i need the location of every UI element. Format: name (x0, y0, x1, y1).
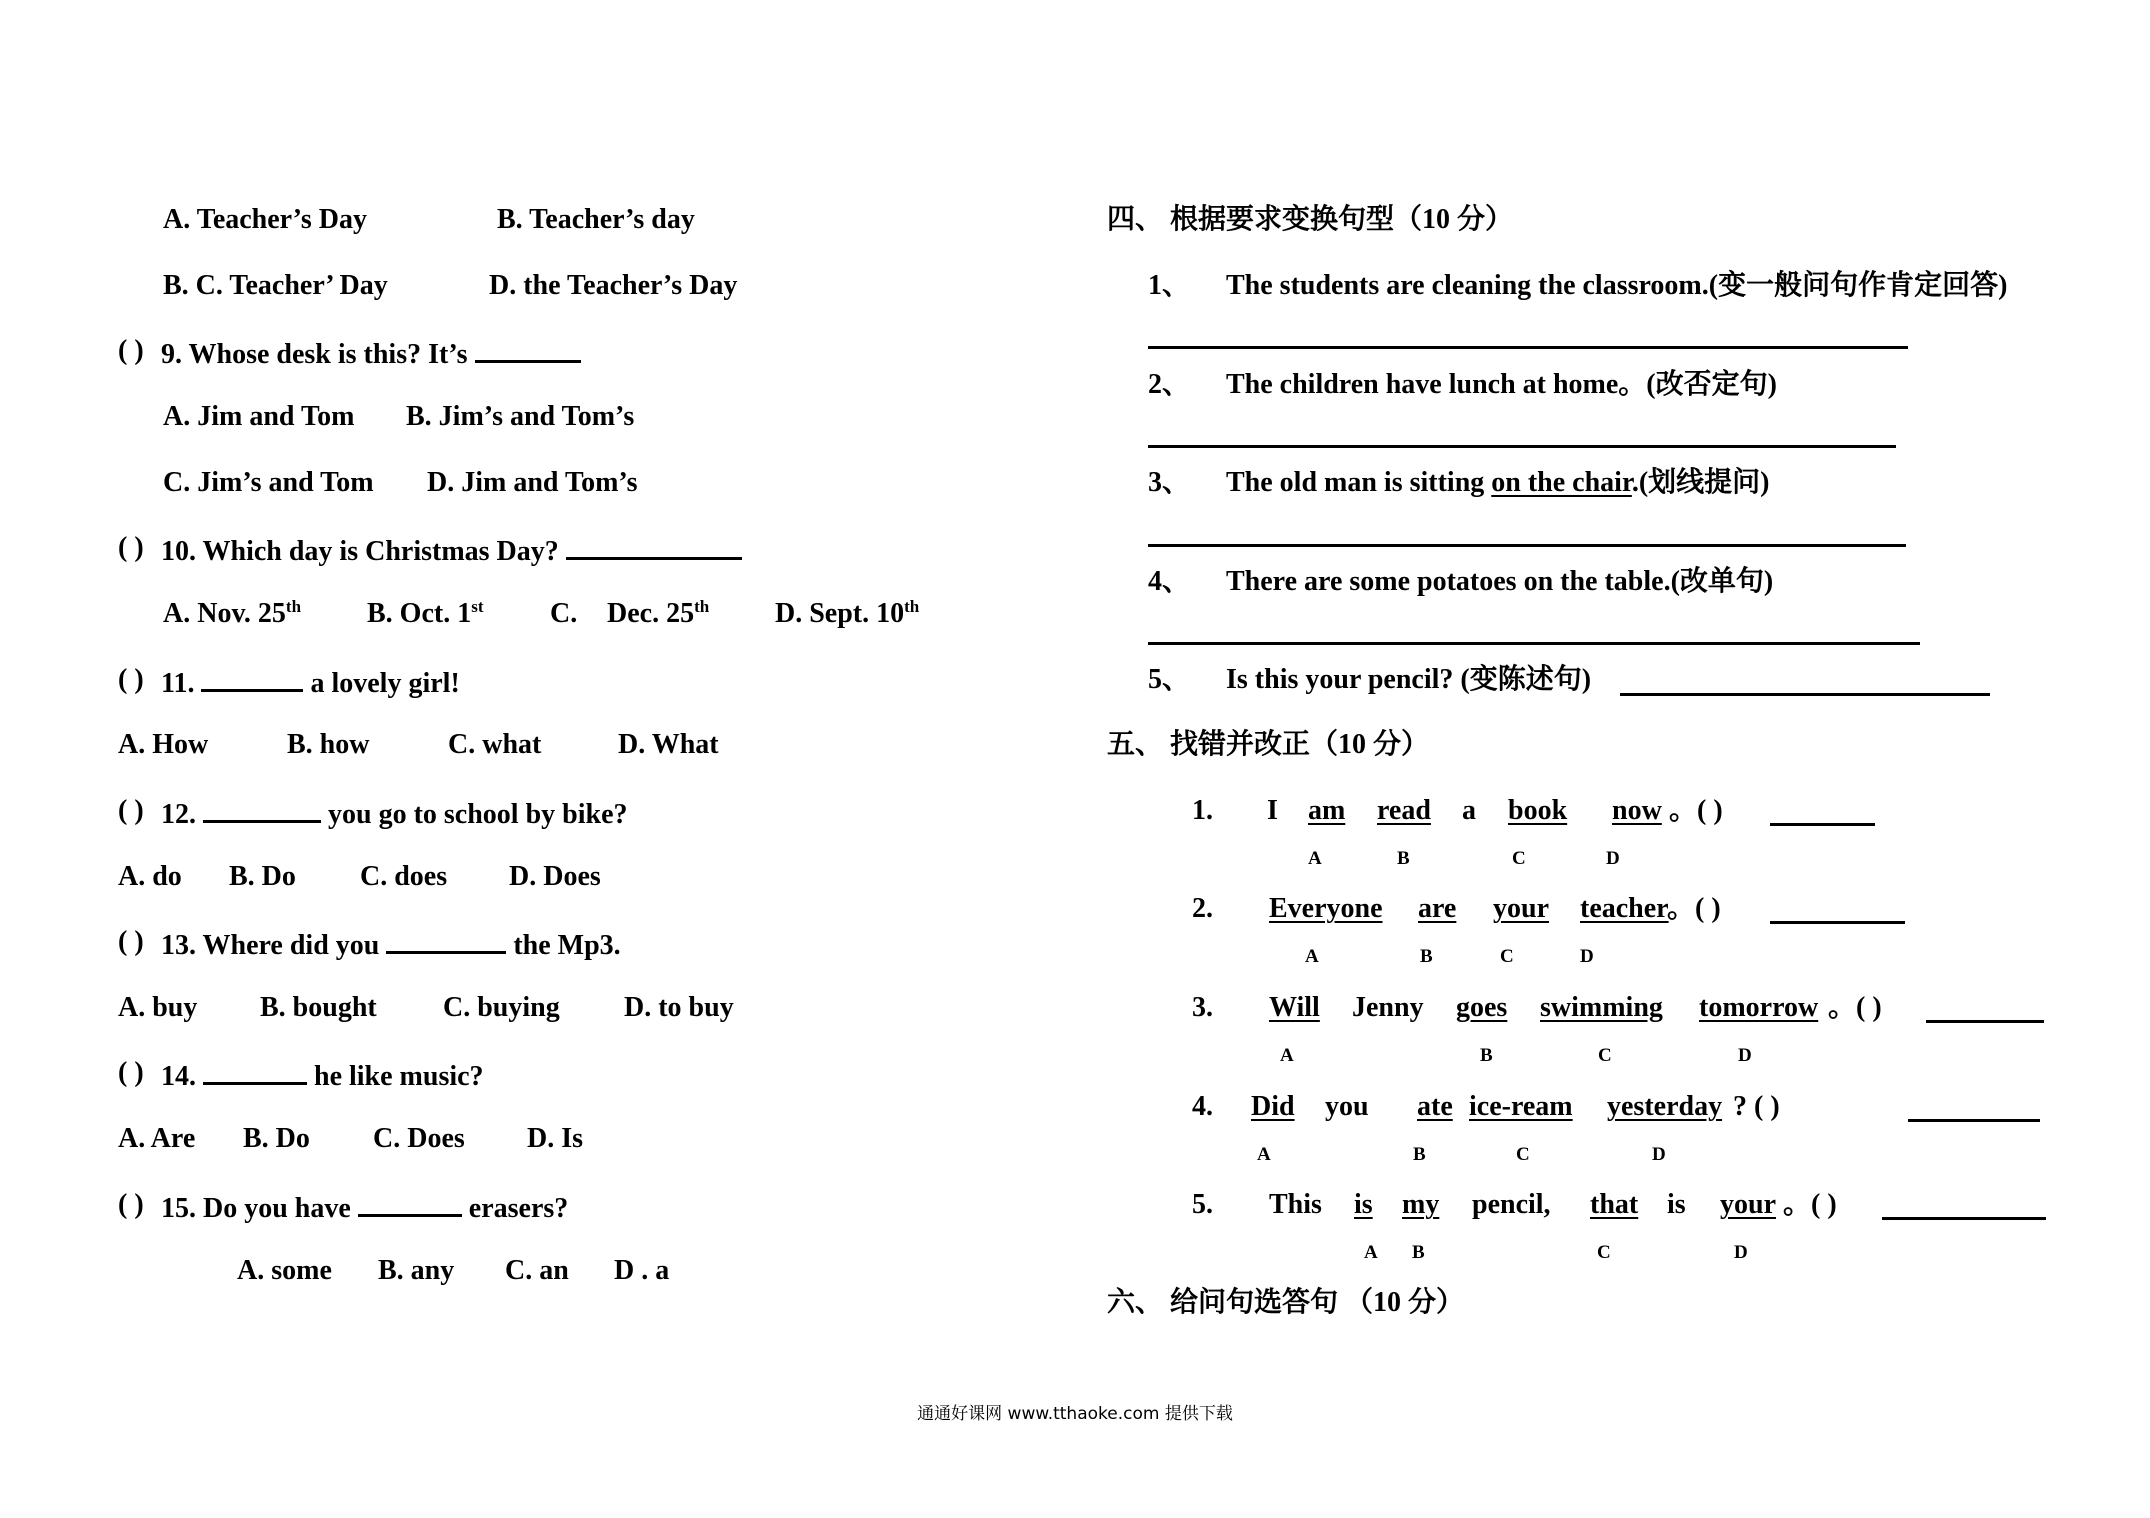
s5-item4-num: 4. (1192, 1091, 1213, 1122)
page-footer: 通通好课网 www.tthaoke.com 提供下载 (917, 1404, 1233, 1424)
s4-item2-num: 2、 (1148, 369, 1191, 400)
q10-option-d: D. Sept. 10th (775, 597, 920, 629)
s5-item5-word: pencil, (1472, 1189, 1551, 1220)
q13-blank (386, 925, 506, 954)
s4-item2-answer-line (1148, 445, 1896, 448)
q9-blank (475, 334, 581, 363)
s5-item5-answer-line (1882, 1217, 2046, 1220)
q10-answer-paren: ( ) (118, 532, 144, 563)
q15-option-d: D . a (614, 1255, 670, 1286)
q8-option-a: A. Teacher’s Day (163, 204, 368, 235)
s5-item1-underlined-a: am (1308, 795, 1346, 826)
s5-item1-label-c: C (1512, 848, 1526, 869)
q10-option-c: Dec. 25th (607, 597, 710, 629)
s5-item3-label-b: B (1480, 1045, 1493, 1066)
s5-item1-label-d: D (1606, 848, 1620, 869)
q9-option-d: D. Jim and Tom’s (427, 467, 638, 498)
s5-item2-underlined-b: are (1418, 893, 1457, 924)
s5-item1-answer-line (1770, 823, 1875, 826)
q14-option-d: D. Is (527, 1123, 584, 1154)
q13-option-b: B. bought (260, 992, 377, 1023)
s5-item2-answer-line (1770, 921, 1905, 924)
s5-item2-underlined-a: Everyone (1269, 893, 1383, 924)
s5-item4-underlined-b: ate (1417, 1091, 1453, 1122)
s5-item4-label-a: A (1257, 1144, 1271, 1165)
s5-item5-answer-paren: 。( ) (1783, 1189, 1837, 1220)
q11-question: 11. a lovely girl! (161, 663, 460, 701)
s5-item1-label-b: B (1397, 848, 1410, 869)
q10-question: 10. Which day is Christmas Day? (161, 531, 742, 569)
q15-question: 15. Do you have erasers? (161, 1188, 568, 1226)
s4-item1-num: 1、 (1148, 270, 1191, 301)
s5-item2-underlined-c: your (1493, 893, 1549, 924)
q11-option-c: C. what (448, 729, 542, 760)
s5-item1-word: I (1267, 795, 1278, 826)
s5-item1-underlined-c: book (1508, 795, 1568, 826)
q9-option-c: C. Jim’s and Tom (163, 467, 374, 498)
s5-item2-underlined-d: teacher (1580, 893, 1669, 924)
q11-option-b: B. how (287, 729, 370, 760)
q13-option-d: D. to buy (624, 992, 734, 1023)
s5-item5-underlined-a: is (1354, 1189, 1373, 1220)
s4-item4-text: There are some potatoes on the table.(改单句) (1226, 566, 1774, 597)
s5-item3-underlined-b: goes (1456, 992, 1508, 1023)
s4-item5-answer-line (1620, 693, 1990, 696)
q9-option-b: B. Jim’s and Tom’s (406, 401, 635, 432)
q10-blank (566, 531, 742, 560)
s5-item3-underlined-d: tomorrow (1699, 992, 1819, 1023)
s4-item5-num: 5、 (1148, 664, 1191, 695)
s5-item4-underlined-c: ice-ream (1469, 1091, 1573, 1122)
q8-option-c: B. C. Teacher’ Day (163, 270, 388, 301)
q12-option-a: A. do (118, 861, 182, 892)
s5-item2-num: 2. (1192, 893, 1213, 924)
s4-item1-answer-line (1148, 346, 1908, 349)
q13-answer-paren: ( ) (118, 926, 144, 957)
s4-item3-num: 3、 (1148, 467, 1191, 498)
section5-title: 五、 找错并改正（10 分） (1107, 729, 1430, 760)
q12-blank (203, 794, 321, 823)
q11-option-a: A. How (118, 729, 209, 760)
q14-option-b: B. Do (243, 1123, 310, 1154)
s5-item1-underlined-b: read (1377, 795, 1431, 826)
s5-item2-label-b: B (1420, 946, 1433, 967)
s4-item1-text: The students are cleaning the classroom.(变一般问句作肯定回答) (1226, 270, 2008, 301)
q13-question: 13. Where did you the Mp3. (161, 925, 621, 963)
q15-blank (358, 1188, 462, 1217)
s5-item4-word: you (1325, 1091, 1369, 1122)
s4-item3-text: The old man is sitting on the chair.(划线提问) (1226, 467, 1770, 498)
s4-item2-text: The children have lunch at home。(改否定句) (1226, 369, 1777, 400)
s4-item5-text: Is this your pencil? (变陈述句) (1226, 664, 1592, 695)
s5-item3-word: Jenny (1352, 992, 1424, 1023)
q12-option-b: B. Do (229, 861, 296, 892)
s5-item5-label-d: D (1734, 1242, 1748, 1263)
s5-item1-underlined-d: now (1612, 795, 1662, 826)
q11-blank (201, 663, 303, 692)
s5-item2-label-c: C (1500, 946, 1514, 967)
s5-item5-num: 5. (1192, 1189, 1213, 1220)
s5-item5-word: is (1667, 1189, 1686, 1220)
q15-option-a: A. some (237, 1255, 332, 1286)
s4-item4-num: 4、 (1148, 566, 1191, 597)
q10-option-b: B. Oct. 1st (367, 597, 484, 629)
q8-option-b: B. Teacher’s day (497, 204, 695, 235)
q14-option-c: C. Does (373, 1123, 465, 1154)
s4-item4-answer-line (1148, 642, 1920, 645)
s5-item2-answer-paren: 。( ) (1667, 893, 1721, 924)
q10-option-c-letter: C. (550, 598, 578, 629)
q11-answer-paren: ( ) (118, 664, 144, 695)
s5-item4-answer-paren: ? ( ) (1733, 1091, 1780, 1122)
s5-item2-label-d: D (1580, 946, 1594, 967)
s4-item3-answer-line (1148, 544, 1906, 547)
s5-item1-answer-paren: 。( ) (1669, 795, 1723, 826)
s5-item5-word: This (1269, 1189, 1322, 1220)
section6-title: 六、 给问句选答句 （10 分） (1107, 1287, 1465, 1318)
s5-item3-label-c: C (1598, 1045, 1612, 1066)
q15-answer-paren: ( ) (118, 1189, 144, 1220)
s5-item4-label-d: D (1652, 1144, 1666, 1165)
s5-item5-underlined-c: that (1590, 1189, 1639, 1220)
s5-item4-label-b: B (1413, 1144, 1426, 1165)
q13-option-c: C. buying (443, 992, 560, 1023)
s5-item1-word: a (1462, 795, 1476, 826)
q13-option-a: A. buy (118, 992, 198, 1023)
q8-option-d: D. the Teacher’s Day (489, 270, 738, 301)
s5-item5-label-c: C (1597, 1242, 1611, 1263)
s5-item3-label-a: A (1280, 1045, 1294, 1066)
s5-item3-answer-line (1926, 1020, 2044, 1023)
s5-item4-answer-line (1908, 1119, 2040, 1122)
q11-option-d: D. What (618, 729, 719, 760)
s5-item3-underlined-c: swimming (1540, 992, 1663, 1023)
q14-blank (203, 1056, 307, 1085)
s5-item4-underlined-d: yesterday (1607, 1091, 1723, 1122)
s5-item3-answer-paren: 。( ) (1828, 992, 1882, 1023)
s5-item3-num: 3. (1192, 992, 1213, 1023)
s5-item3-label-d: D (1738, 1045, 1752, 1066)
q14-answer-paren: ( ) (118, 1057, 144, 1088)
q14-question: 14. he like music? (161, 1056, 484, 1094)
s5-item3-underlined-a: Will (1269, 992, 1320, 1023)
s5-item2-label-a: A (1305, 946, 1319, 967)
q12-answer-paren: ( ) (118, 795, 144, 826)
q12-option-d: D. Does (509, 861, 601, 892)
s5-item5-underlined-d: your (1720, 1189, 1776, 1220)
s5-item5-underlined-b: my (1402, 1189, 1440, 1220)
q12-question: 12. you go to school by bike? (161, 794, 628, 832)
q9-answer-paren: ( ) (118, 335, 144, 366)
s5-item5-label-a: A (1364, 1242, 1378, 1263)
q9-option-a: A. Jim and Tom (163, 401, 355, 432)
section4-title: 四、 根据要求变换句型（10 分） (1107, 204, 1514, 235)
q14-option-a: A. Are (118, 1123, 196, 1154)
q15-option-c: C. an (505, 1255, 569, 1286)
s5-item4-label-c: C (1516, 1144, 1530, 1165)
q12-option-c: C. does (360, 861, 448, 892)
q15-option-b: B. any (378, 1255, 455, 1286)
q10-option-a: A. Nov. 25th (163, 597, 302, 629)
s5-item1-num: 1. (1192, 795, 1213, 826)
s5-item1-label-a: A (1308, 848, 1322, 869)
q9-question: 9. Whose desk is this? It’s (161, 334, 581, 372)
s5-item5-label-b: B (1412, 1242, 1425, 1263)
s5-item4-underlined-a: Did (1251, 1091, 1295, 1122)
